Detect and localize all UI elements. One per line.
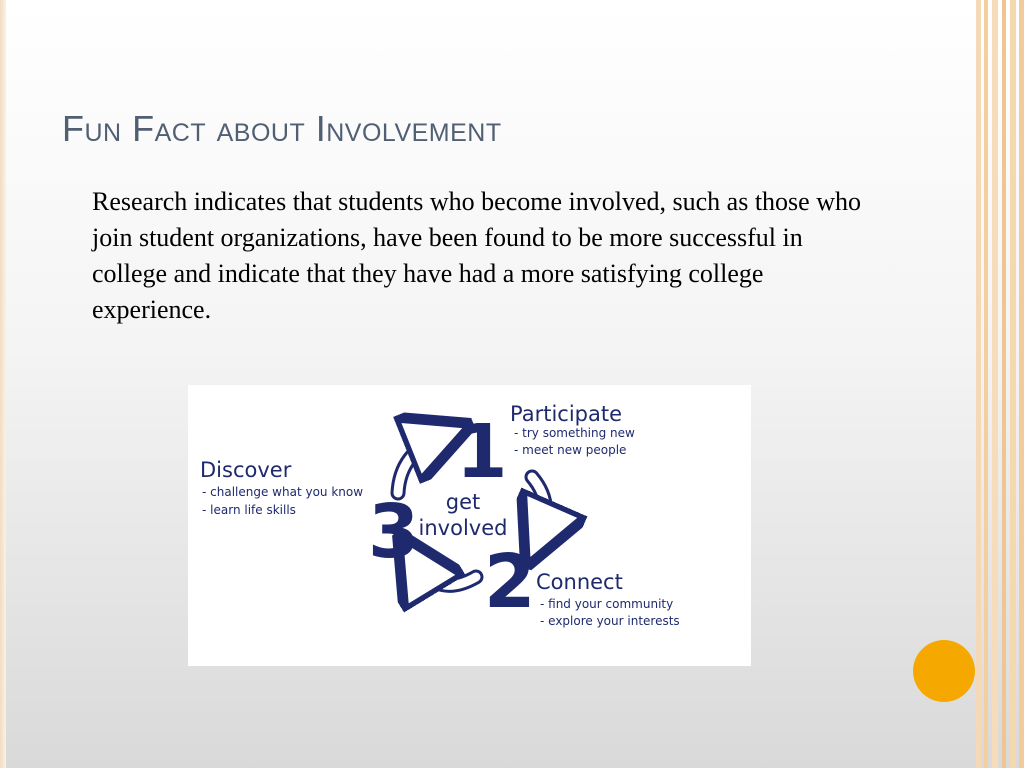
step-3-number: 3 — [368, 489, 420, 575]
step-2-title: Connect — [536, 570, 623, 594]
step-1-bullet-2: - meet new people — [514, 443, 627, 457]
step-2-bullet-2: - explore your interests — [540, 614, 680, 628]
step-2-bullet-1: - find your community — [540, 597, 674, 611]
left-edge-decoration — [0, 0, 6, 768]
slide-body-text: Research indicates that students who become involved, such as those who join student organizations, have been found to be more successful in college and indicate that they have had a more satisfying college experience. — [92, 187, 861, 324]
right-stripe-decoration — [976, 0, 1024, 768]
center-word-involved: involved — [418, 516, 508, 540]
center-word-get: get — [445, 490, 481, 514]
step-2-number: 2 — [484, 539, 536, 625]
step-3-bullet-2: - learn life skills — [202, 503, 296, 517]
step-3-title: Discover — [200, 458, 292, 482]
slide-title: Fun Fact about Involvement — [62, 108, 502, 149]
accent-circle-decoration — [913, 640, 975, 702]
step-1-title: Participate — [510, 402, 623, 426]
get-involved-diagram — [188, 385, 751, 666]
step-1-number: 1 — [456, 409, 508, 495]
step-1-bullet-1: - try something new — [514, 426, 635, 440]
step-3-bullet-1: - challenge what you know — [202, 485, 364, 499]
